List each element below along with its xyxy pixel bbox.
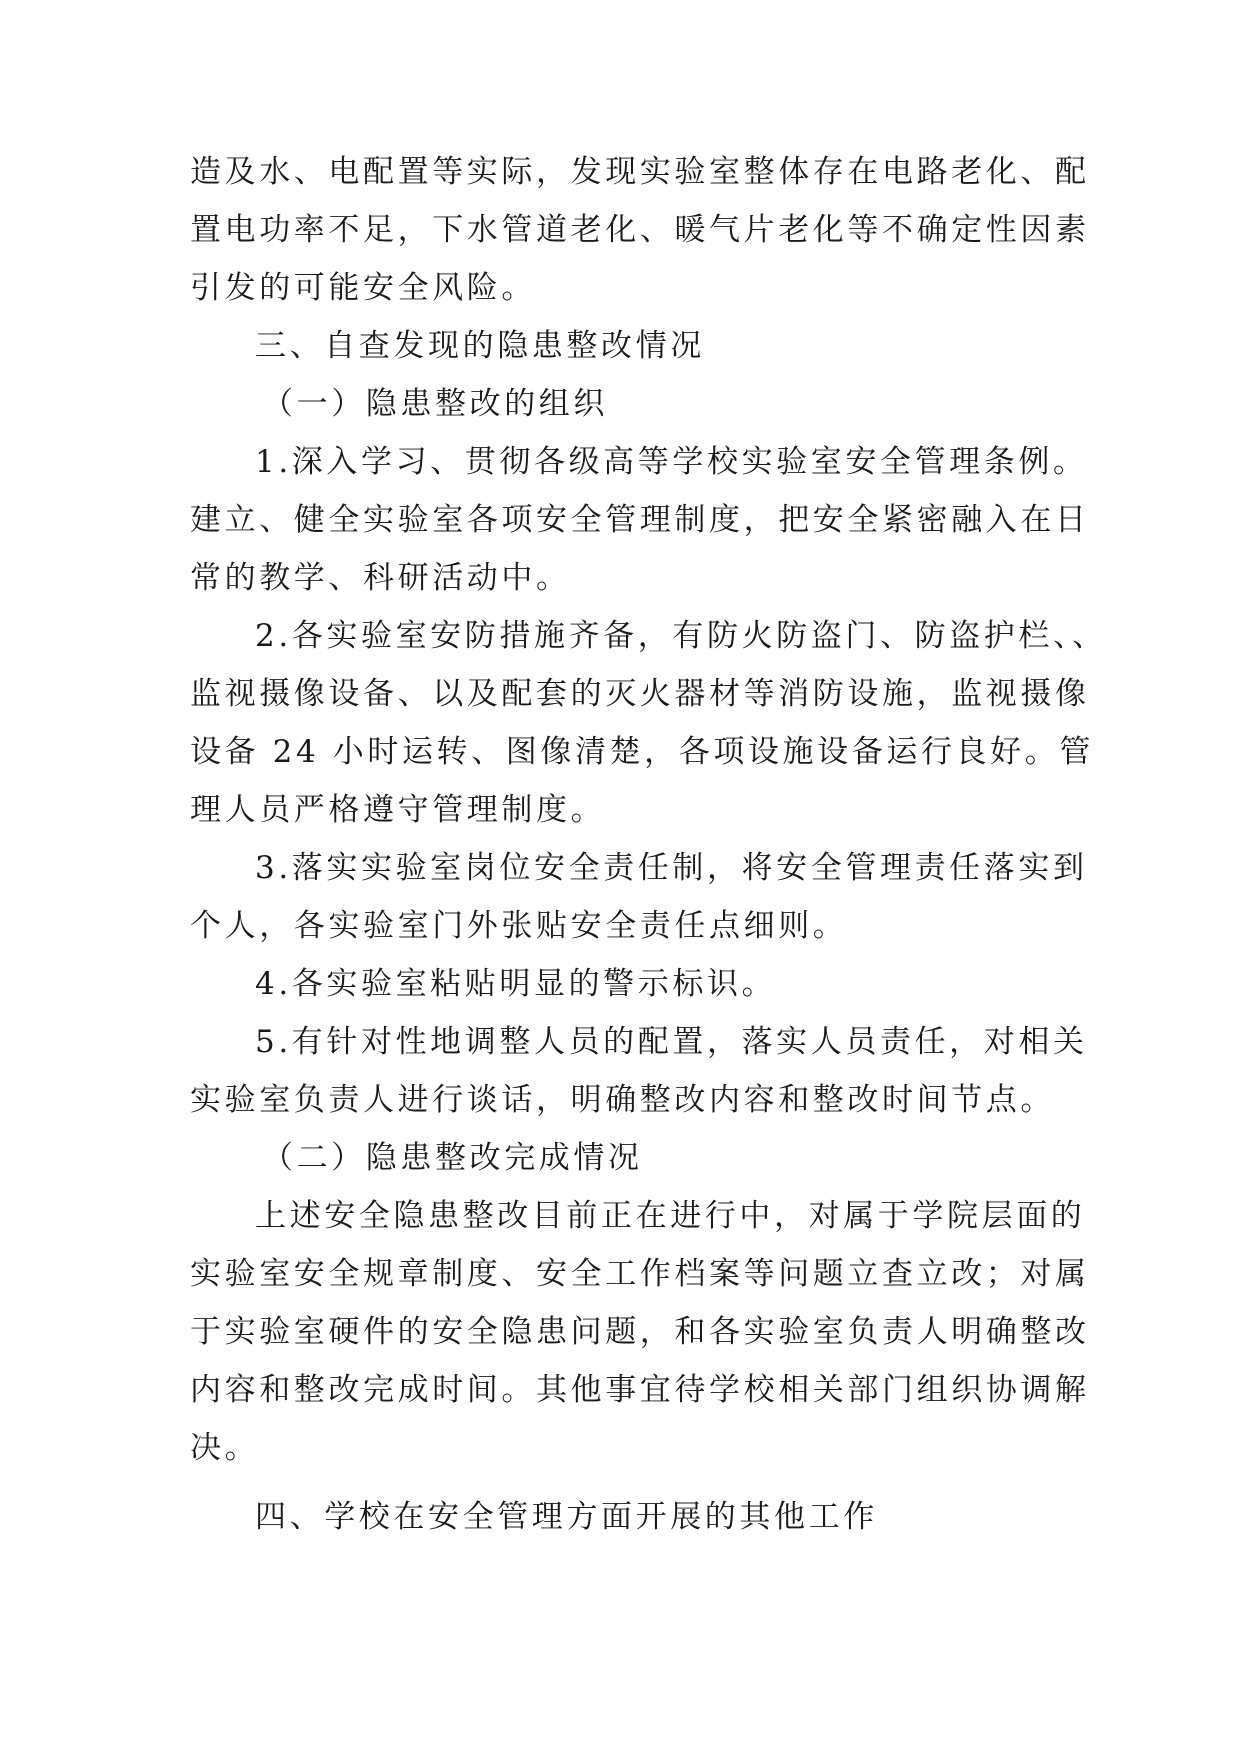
- body-text-line: 上述安全隐患整改目前正在进行中，对属于学院层面的: [255, 1198, 1086, 1234]
- subsection-heading-2: （二）隐患整改完成情况: [262, 1140, 643, 1176]
- subsection-heading-1: （一）隐患整改的组织: [262, 386, 608, 422]
- body-text-line: 监视摄像设备、以及配套的灭火器材等消防设施，监视摄像: [190, 676, 1090, 712]
- body-text-line: 实验室安全规章制度、安全工作档案等问题立查立改；对属: [190, 1256, 1090, 1292]
- section-heading-3: 三、自查发现的隐患整改情况: [255, 328, 705, 364]
- body-text-line: 实验室负责人进行谈话，明确整改内容和整改时间节点。: [190, 1082, 1055, 1118]
- body-text-line: 于实验室硬件的安全隐患问题，和各实验室负责人明确整改: [190, 1314, 1090, 1350]
- section-heading-4: 四、学校在安全管理方面开展的其他工作: [255, 1499, 878, 1535]
- body-text-line: 内容和整改完成时间。其他事宜待学校相关部门组织协调解: [190, 1372, 1090, 1408]
- list-item-2: 2.各实验室安防措施齐备，有防火防盗门、防盗护栏、、: [255, 618, 1107, 654]
- body-text-line: 决。: [190, 1430, 260, 1466]
- list-item-5: 5.有针对性地调整人员的配置，落实人员责任，对相关: [255, 1024, 1088, 1060]
- body-text-line: 个人，各实验室门外张贴安全责任点细则。: [190, 908, 848, 944]
- body-text-line: 建立、健全实验室各项安全管理制度，把安全紧密融入在日: [190, 502, 1090, 538]
- list-item-3: 3.落实实验室岗位安全责任制，将安全管理责任落实到: [255, 850, 1088, 886]
- body-text-line: 造及水、电配置等实际，发现实验室整体存在电路老化、配: [190, 154, 1090, 190]
- body-text-line: 设备 24 小时运转、图像清楚，各项设施设备运行良好。管: [190, 734, 1094, 770]
- body-text-line: 理人员严格遵守管理制度。: [190, 792, 606, 828]
- list-item-4: 4.各实验室粘贴明显的警示标识。: [255, 966, 777, 1002]
- body-text-line: 置电功率不足，下水管道老化、暖气片老化等不确定性因素: [190, 212, 1090, 248]
- list-item-1: 1.深入学习、贯彻各级高等学校实验室安全管理条例。: [255, 444, 1088, 480]
- body-text-line: 常的教学、科研活动中。: [190, 560, 571, 596]
- body-text-line: 引发的可能安全风险。: [190, 270, 536, 306]
